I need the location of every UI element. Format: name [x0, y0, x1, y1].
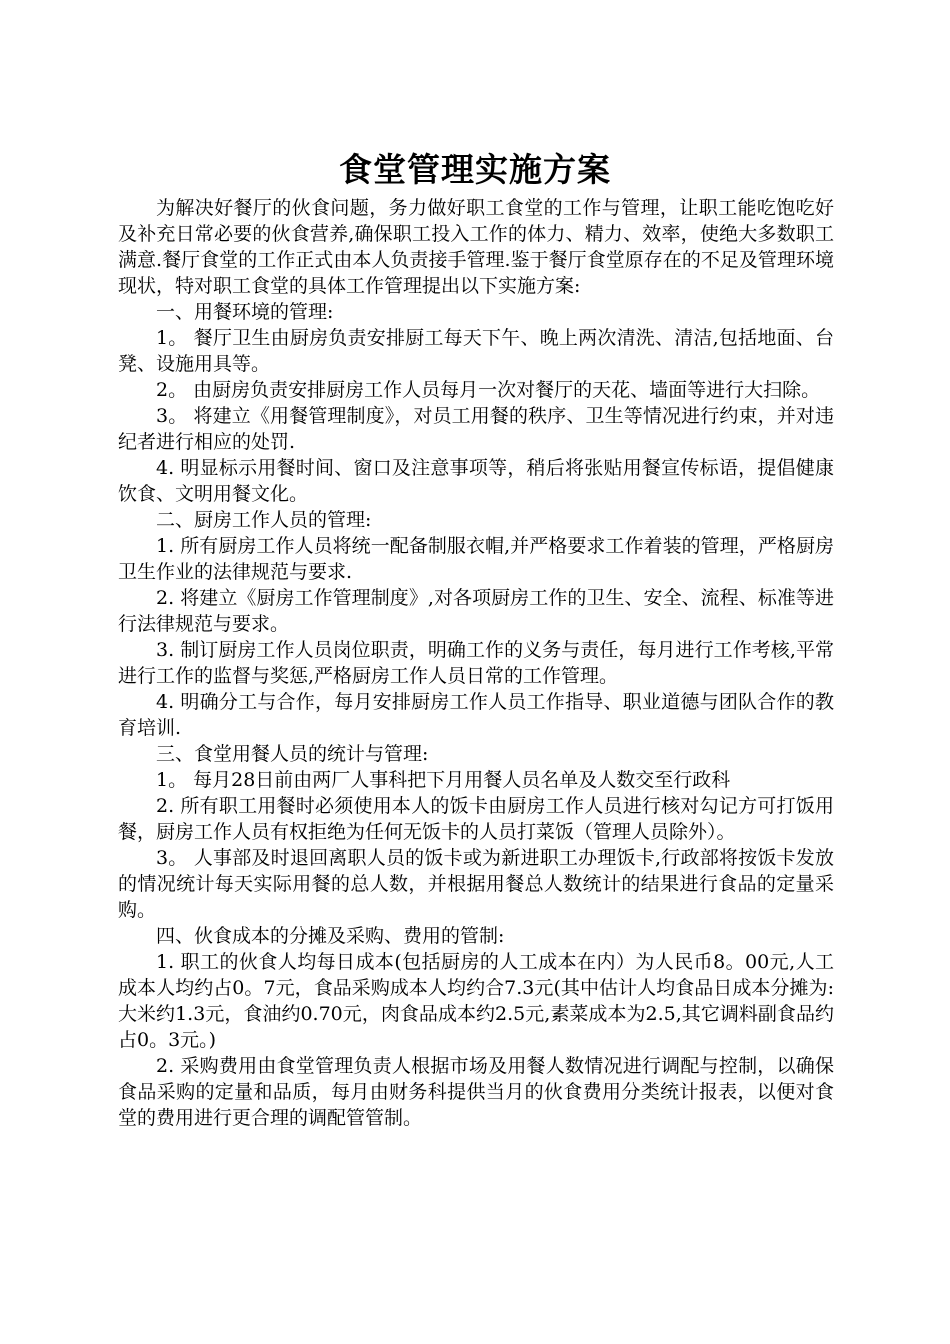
paragraph: 3。 人事部及时退回离职人员的饭卡或为新进职工办理饭卡,行政部将按饭卡发放的情况统计每天实际用餐的总人数，并根据用餐总人数统计的结果进行食品的定量采购。 [118, 847, 834, 921]
section-heading-diner-statistics: 三、食堂用餐人员的统计与管理: [156, 743, 429, 765]
paragraph: 2。 由厨房负责安排厨房工作人员每月一次对餐厅的天花、墙面等进行大扫除。 [156, 379, 821, 401]
paragraph: 4. 明确分工与合作，每月安排厨房工作人员工作指导、职业道德与团队合作的教育培训. [118, 691, 834, 739]
section-heading-kitchen-staff: 二、厨房工作人员的管理: [156, 509, 372, 531]
paragraph: 3。 将建立《用餐管理制度》，对员工用餐的秩序、卫生等情况进行约束，并对违纪者进行相应的处罚. [118, 405, 834, 453]
paragraph: 1。 餐厅卫生由厨房负责安排厨工每天下午、晚上两次清洗、清洁,包括地面、台凳、设施用具等。 [118, 327, 834, 375]
paragraph: 2. 将建立《厨房工作管理制度》,对各项厨房工作的卫生、安全、流程、标准等进行法律规范与要求。 [118, 587, 834, 635]
paragraph: 1. 职工的伙食人均每日成本(包括厨房的人工成本在内）为人民币8。00元,人工成本人均约占0。7元，食品采购成本人均约合7.3元(其中估计人均食品日成本分摊为:大米约1.3元，食油约0.70元，肉食品成本约2.5元,素菜成本为2.5,其它调料副食品约占0。3元。) [118, 951, 834, 1051]
paragraph: 3. 制订厨房工作人员岗位职责，明确工作的义务与责任，每月进行工作考核,平常进行工作的监督与奖惩,严格厨房工作人员日常的工作管理。 [118, 639, 834, 687]
paragraph: 2. 采购费用由食堂管理负责人根据市场及用餐人数情况进行调配与控制，以确保食品采购的定量和品质，每月由财务科提供当月的伙食费用分类统计报表，以便对食堂的费用进行更合理的调配管管制。 [118, 1055, 834, 1129]
paragraph: 1。 每月28日前由两厂人事科把下月用餐人员名单及人数交至行政科 [156, 769, 731, 791]
document-title: 食堂管理实施方案 [339, 150, 611, 189]
paragraph: 2. 所有职工用餐时必须使用本人的饭卡由厨房工作人员进行核对勾记方可打饭用餐，厨房工作人员有权拒绝为任何无饭卡的人员打菜饭（管理人员除外）。 [118, 795, 834, 843]
paragraph: 1. 所有厨房工作人员将统一配备制服衣帽,并严格要求工作着装的管理，严格厨房卫生作业的法律规范与要求. [118, 535, 834, 583]
section-heading-cost-control: 四、伙食成本的分摊及采购、费用的管制: [156, 925, 505, 947]
document-body [118, 195, 834, 1131]
paragraph: 4. 明显标示用餐时间、窗口及注意事项等，稍后将张贴用餐宣传标语，提倡健康饮食、文明用餐文化。 [118, 457, 834, 505]
paragraph-intro: 为解决好餐厅的伙食问题，务力做好职工食堂的工作与管理，让职工能吃饱吃好及补充日常必要的伙食营养,确保职工投入工作的体力、精力、效率，使绝大多数职工满意.餐厅食堂的工作正式由本人负责接手管理.鉴于餐厅食堂原存在的不足及管理环境现状，特对职工食堂的具体工作管理提出以下实施方案: [118, 197, 834, 297]
section-heading-dining-environment: 一、用餐环境的管理: [156, 301, 334, 323]
